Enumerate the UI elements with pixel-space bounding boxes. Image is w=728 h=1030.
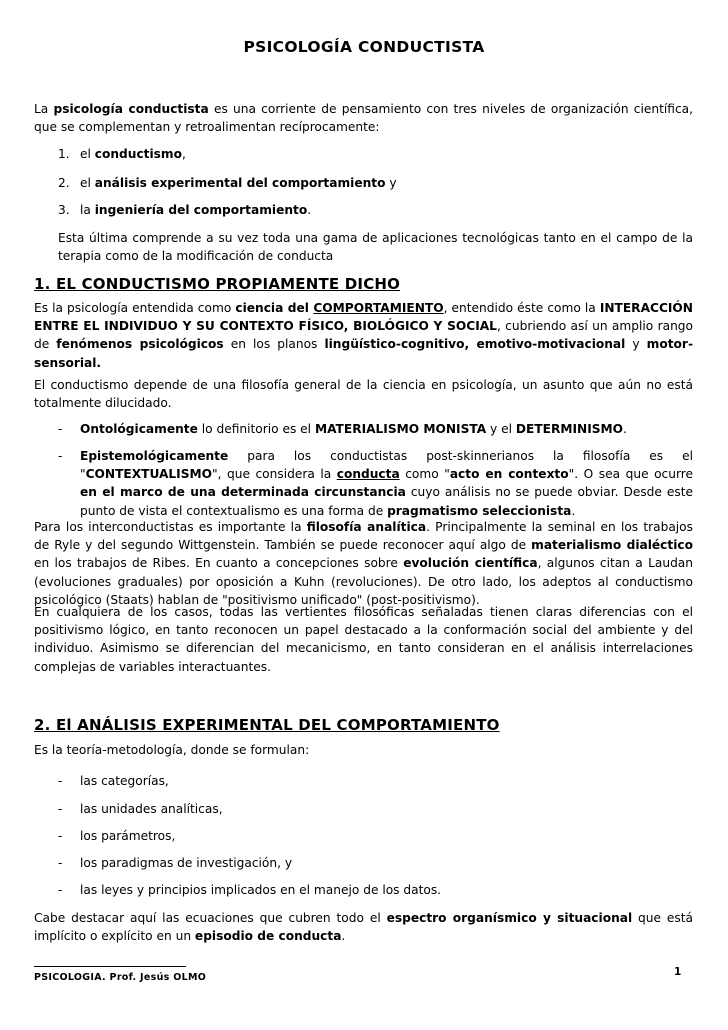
bullet-ontologico	[80, 420, 693, 438]
bold-run: ciencia del	[235, 301, 314, 315]
item-number: 2.	[58, 176, 70, 190]
text-run: en los planos	[223, 337, 325, 352]
section-2-closing	[34, 909, 693, 945]
list-item	[58, 145, 186, 163]
bold-run: Ontológicamente	[80, 422, 198, 436]
bold-run: pragmatismo seleccionista	[387, 503, 572, 518]
footer-text: PSICOLOGIA. Prof. Jesús OLMO	[34, 972, 207, 983]
bold-run: DETERMINISMO	[515, 422, 624, 436]
dash-bullet: -	[58, 449, 63, 463]
bold-run: espectro organísmico y situacional	[386, 911, 633, 925]
section-1-paragraph-4: En cualquiera de los casos, todas las vertientes filosóficas señaladas tienen claras diferencias con el positivismo lógico, en tanto reconocen un papel destacado a la conformación social del ambiente y del individuo. Asimismo se diferencian del mecanicismo, en tanto consideran en el análisis interrelaciones complejas de variables interactuantes.	[34, 605, 693, 674]
bold-run: fenómenos psicológicos	[56, 337, 224, 352]
text-run: para los conductistas post-skinnerianos la filosofía es el "	[80, 449, 693, 482]
text-run: que está implícito o explícito en un	[34, 911, 693, 944]
dash-bullet: -	[58, 883, 63, 897]
text-run: y	[625, 337, 647, 352]
bold-run: psicología conductista	[53, 102, 209, 116]
text-run: es una corriente de pensamiento con tres niveles de organización científica, que se complementan y retroalimentan recíprocamente:	[34, 102, 693, 135]
section-1-paragraph-1	[34, 299, 693, 372]
bold-underline-run: COMPORTAMIENTO	[313, 301, 444, 315]
bold-run: INTERACCIÓN ENTRE EL INDIVIDUO Y SU CONTEXTO FÍSICO, BIOLÓGICO Y SOCIAL	[34, 301, 693, 334]
text-run: . Principalmente la seminal en los trabajos de Ryle y del segundo Wittgenstein. También se puede reconocer aquí algo de	[34, 520, 693, 553]
text-run: lo definitorio es el	[197, 422, 315, 436]
list-item: los paradigmas de investigación, y	[80, 856, 293, 870]
bold-run: episodio de conducta	[194, 929, 342, 944]
section-2-intro: Es la teoría-metodología, donde se formulan:	[34, 743, 310, 757]
section-1-heading: 1. EL CONDUCTISMO PROPIAMENTE DICHO	[34, 275, 401, 293]
text-run: el	[80, 147, 95, 161]
bold-underline-run: conducta	[336, 467, 400, 482]
dash-bullet: -	[58, 802, 63, 816]
page-title: PSICOLOGÍA CONDUCTISTA	[243, 38, 485, 56]
text-run: Cabe destacar aquí las ecuaciones que cubren todo el	[34, 911, 387, 925]
dash-bullet: -	[58, 422, 63, 436]
bold-run: Epistemológicamente	[80, 449, 229, 463]
text-run: y	[385, 176, 397, 190]
list-item	[58, 201, 311, 219]
list-item: las unidades analíticas,	[80, 802, 223, 816]
text-run: .	[571, 503, 576, 518]
text-run: el	[80, 176, 95, 190]
bold-run: filosofía analítica	[306, 520, 427, 534]
text-run: en los trabajos de Ribes. En cuanto a concepciones sobre	[34, 556, 404, 571]
levels-note: Esta última comprende a su vez toda una gama de aplicaciones tecnológicas tanto en el campo de la terapia como de la modificación de conducta	[58, 231, 693, 264]
text-run: cuyo análisis no se puede obviar. Desde este punto de vista el contextualismo es una forma de	[80, 485, 693, 518]
bullet-epistemologico	[80, 447, 693, 520]
page-number: 1	[674, 966, 682, 978]
bold-run: CONTEXTUALISMO	[85, 467, 212, 482]
list-item	[58, 174, 397, 192]
list-item: los parámetros,	[80, 829, 176, 843]
text-run: Es la psicología entendida como	[34, 301, 236, 315]
item-number: 1.	[58, 147, 70, 161]
text-run: , algunos citan a Laudan (evoluciones graduales) por oposición a Kuhn (revoluciones). De otro lado, los adeptos al conductismo psicológico (Staats) hablan de "positivismo unificado" (post-positivismo).	[34, 556, 693, 607]
bold-run: evolución científica	[403, 556, 538, 571]
text-run: como "	[399, 467, 450, 482]
text-run: .	[341, 929, 346, 944]
bold-run: conductismo	[94, 147, 182, 161]
bold-run: motor-sensorial.	[34, 337, 693, 370]
text-run: ". O sea que ocurre	[568, 467, 694, 482]
dash-bullet: -	[58, 774, 63, 788]
item-number: 3.	[58, 203, 70, 217]
bold-run: acto en contexto	[449, 467, 569, 482]
text-run: La	[34, 102, 54, 116]
text-run: la	[80, 203, 95, 217]
bold-run: ingeniería del comportamiento	[94, 203, 308, 217]
dash-bullet: -	[58, 829, 63, 843]
footer-rule	[34, 966, 186, 967]
text-run: , cubriendo así un amplio rango de	[34, 319, 693, 352]
list-item: las leyes y principios implicados en el manejo de los datos.	[80, 883, 442, 897]
text-run: .	[623, 422, 627, 436]
text-run: .	[307, 203, 312, 217]
section-1-paragraph-2: El conductismo depende de una filosofía general de la ciencia en psicología, un asunto que aún no está totalmente dilucidado.	[34, 378, 693, 411]
text-run: ,	[182, 147, 186, 161]
list-item: las categorías,	[80, 774, 169, 788]
bold-run: lingüístico-cognitivo, emotivo-motivacional	[324, 337, 626, 352]
text-run: ", que considera la	[211, 467, 337, 482]
bold-run: análisis experimental del comportamiento	[94, 176, 386, 190]
text-run: y el	[486, 422, 516, 436]
bold-run: MATERIALISMO MONISTA	[314, 422, 487, 436]
intro-paragraph	[34, 100, 693, 136]
bold-run: en el marco de una determinada circunstancia	[80, 485, 406, 500]
dash-bullet: -	[58, 856, 63, 870]
text-run: , entendido éste como la	[443, 301, 600, 315]
bold-run: materialismo dialéctico	[531, 538, 694, 553]
section-2-heading: 2. El ANÁLISIS EXPERIMENTAL DEL COMPORTAMIENTO	[34, 716, 500, 734]
text-run: Para los interconductistas es importante la	[34, 520, 307, 534]
section-1-paragraph-3	[34, 518, 693, 609]
